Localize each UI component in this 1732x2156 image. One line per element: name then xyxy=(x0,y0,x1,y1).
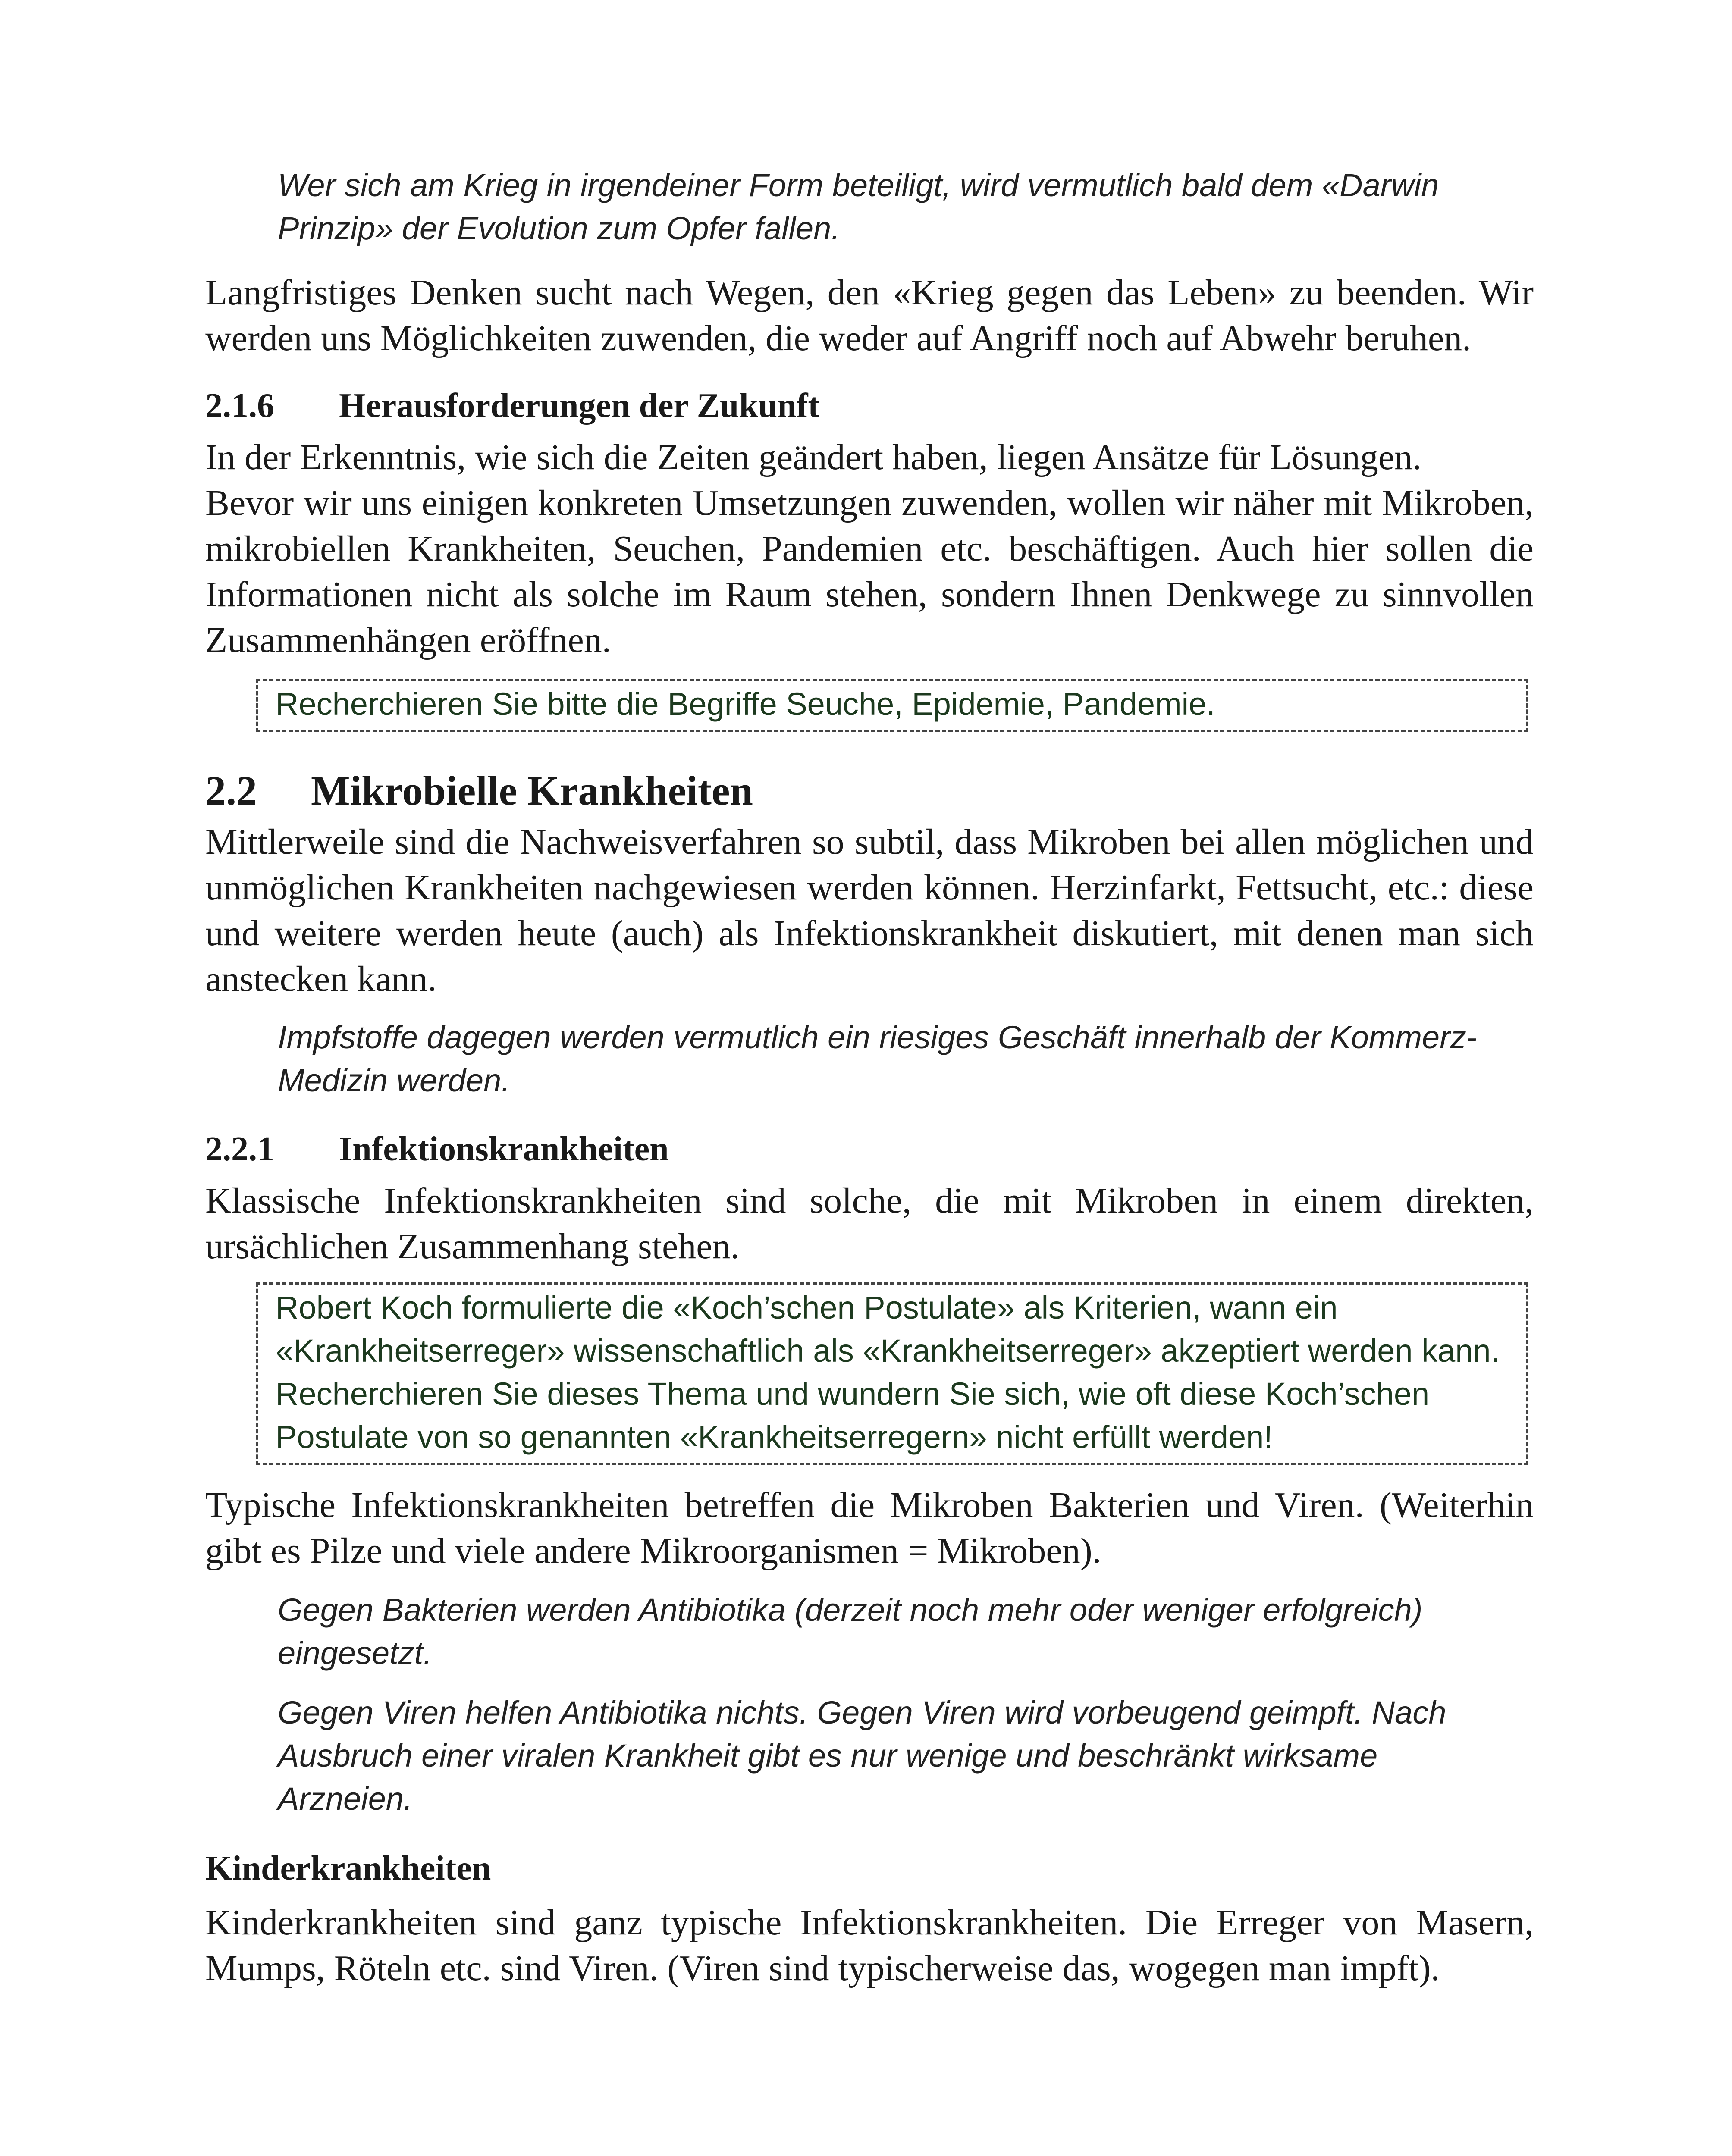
section-number: 2.2 xyxy=(205,768,257,814)
quote-vaccines: Impfstoffe dagegen werden vermutlich ein riesiges Geschäft innerhalb der Kommerz-Medizin werden. xyxy=(278,1019,1477,1098)
quote-darwin: Wer sich am Krieg in irgendeiner Form beteiligt, wird vermutlich bald dem «Darwin Prinzip» der Evolution zum Opfer fallen. xyxy=(278,167,1439,246)
section-heading-2-2 xyxy=(205,765,1534,817)
paragraph-long-term-thinking: Langfristiges Denken sucht nach Wegen, den «Krieg gegen das Leben» zu beenden. Wir werden uns Möglichkeiten zuwenden, die weder auf Angriff noch auf Abwehr beruhen. xyxy=(205,273,1534,358)
paragraph-detection-methods: Mittlerweile sind die Nachweisverfahren so subtil, dass Mikroben bei allen möglichen und unmöglichen Krankheiten nachgewiesen werden können. Herzinfarkt, Fettsucht, etc.: diese und weitere werden heute (auch) als Infektionskrankheit diskutiert, mit denen man sich anstecken kann. xyxy=(205,822,1534,999)
section-heading-2-1-6 xyxy=(205,383,1534,429)
section-number: 2.2.1 xyxy=(205,1130,274,1168)
section-heading-2-2-1 xyxy=(205,1126,1534,1172)
section-number: 2.1.6 xyxy=(205,387,274,425)
research-box-epidemic: Recherchieren Sie bitte die Begriffe Seuche, Epidemie, Pandemie. xyxy=(256,679,1528,732)
paragraph-classic-infections: Klassische Infektionskrankheiten sind solche, die mit Mikroben in einem direkten, ursächlichen Zusammenhang stehen. xyxy=(205,1181,1534,1266)
section-title: Herausforderungen der Zukunft xyxy=(339,387,820,425)
section-title: Infektionskrankheiten xyxy=(339,1130,669,1168)
paragraph-insight: In der Erkenntnis, wie sich die Zeiten geändert haben, liegen Ansätze für Lösungen. xyxy=(205,437,1422,477)
heading-kinderkrankheiten: Kinderkrankheiten xyxy=(205,1849,491,1887)
paragraph-childhood-diseases: Kinderkrankheiten sind ganz typische Infektionskrankheiten. Die Erreger von Masern, Mumps, Röteln etc. sind Viren. (Viren sind typischerweise das, wogegen man impft). xyxy=(205,1902,1534,1988)
paragraph-microbes-intro: Bevor wir uns einigen konkreten Umsetzungen zuwenden, wollen wir näher mit Mikroben, mikrobiellen Krankheiten, Seuchen, Pandemien etc. beschäftigen. Auch hier sollen die Informationen nicht als solche im Raum stehen, sondern Ihnen Denkwege zu sinnvollen Zusammenhängen eröffnen. xyxy=(205,483,1534,660)
quote-antibiotics: Gegen Bakterien werden Antibiotika (derzeit noch mehr oder weniger erfolgreich) eingesetzt. xyxy=(278,1592,1423,1671)
quote-viruses: Gegen Viren helfen Antibiotika nichts. Gegen Viren wird vorbeugend geimpft. Nach Ausbruch einer viralen Krankheit gibt es nur wenige und beschränkt wirksame Arzneien. xyxy=(278,1695,1446,1817)
section-title: Mikrobielle Krankheiten xyxy=(311,768,753,814)
research-box-koch-postulates: Robert Koch formulierte die «Koch’schen Postulate» als Kriterien, wann ein «Krankheitserreger» wissenschaftlich als «Krankheitserreger» akzeptiert werden kann. Recherchieren Sie dieses Thema und wundern Sie sich, wie oft diese Koch’schen Postulate von so genannten «Krankheitserregern» nicht erfüllt werden! xyxy=(256,1282,1528,1465)
page-content xyxy=(205,164,1534,1991)
paragraph-typical-infections: Typische Infektionskrankheiten betreffen die Mikroben Bakterien und Viren. (Weiterhin gibt es Pilze und viele andere Mikroorganismen = Mikroben). xyxy=(205,1485,1534,1571)
